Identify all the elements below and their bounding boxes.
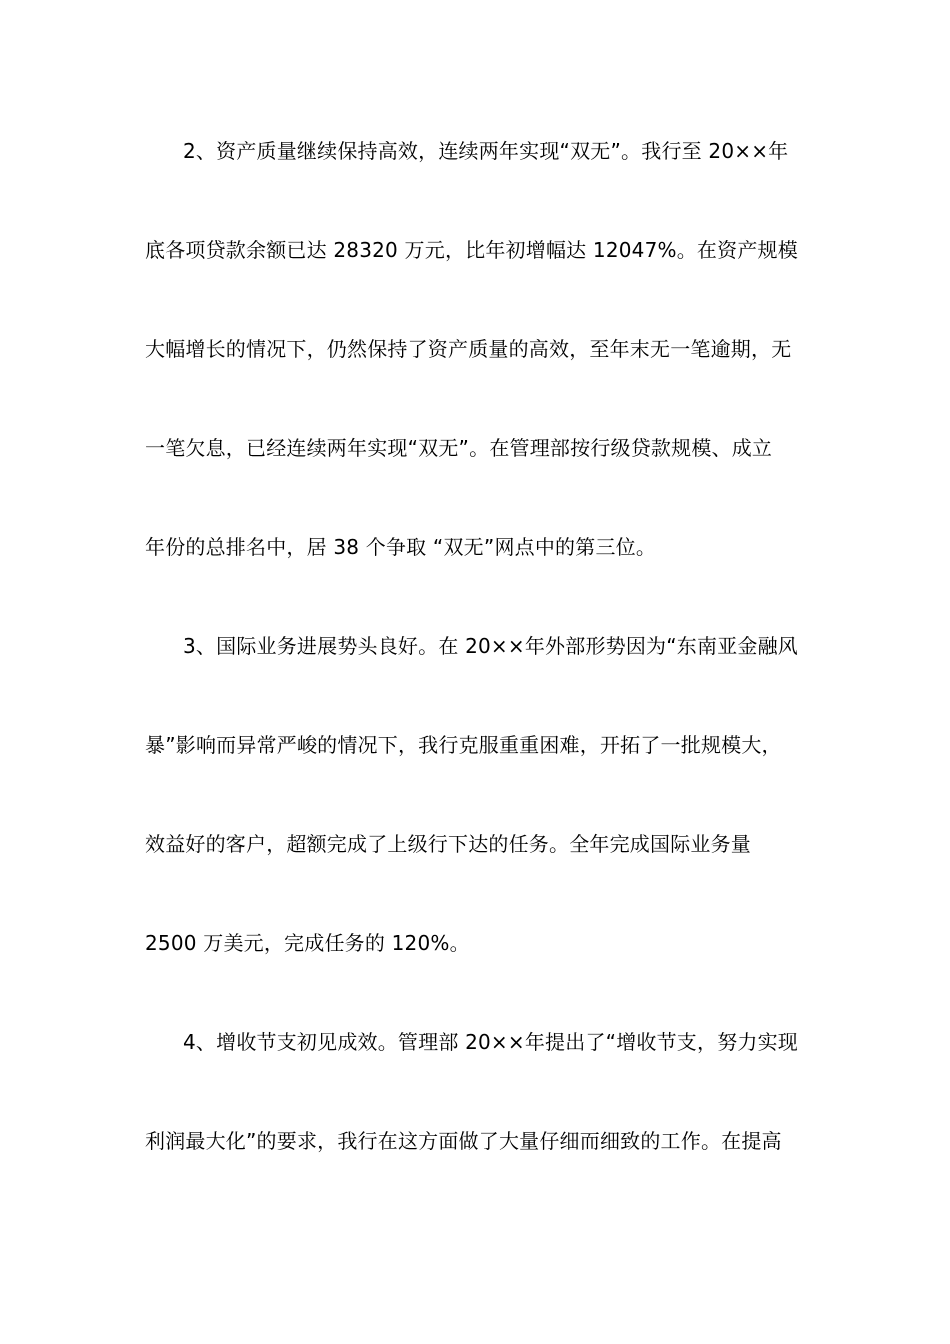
paragraph-2-line-3: 大幅增长的情况下，仍然保持了资产质量的高效，至年末无一笔逾期，无 [145,337,792,361]
paragraph-3-line-3: 效益好的客户，超额完成了上级行下达的任务。全年完成国际业务量 [145,832,751,856]
paragraph-4-line-2: 利润最大化”的要求，我行在这方面做了大量仔细而细致的工作。在提高 [145,1129,782,1153]
paragraph-2-line-1: 2、资产质量继续保持高效，连续两年实现“双无”。我行至 20××年 [183,139,789,163]
paragraph-2-line-2: 底各项贷款余额已达 28320 万元，比年初增幅达 12047%。在资产规模 [145,238,798,262]
paragraph-3-line-2: 暴”影响而异常严峻的情况下，我行克服重重困难，开拓了一批规模大， [145,733,782,757]
paragraph-4-line-1: 4、增收节支初见成效。管理部 20××年提出了“增收节支，努力实现 [183,1030,799,1054]
paragraph-3-line-1: 3、国际业务进展势头良好。在 20××年外部形势因为“东南亚金融风 [183,634,799,658]
paragraph-2-line-5: 年份的总排名中，居 38 个争取 “双无”网点中的第三位。 [145,535,657,559]
paragraph-2-line-4: 一笔欠息，已经连续两年实现“双无”。在管理部按行级贷款规模、成立 [145,436,773,460]
paragraph-3-line-4: 2500 万美元，完成任务的 120%。 [145,931,470,955]
